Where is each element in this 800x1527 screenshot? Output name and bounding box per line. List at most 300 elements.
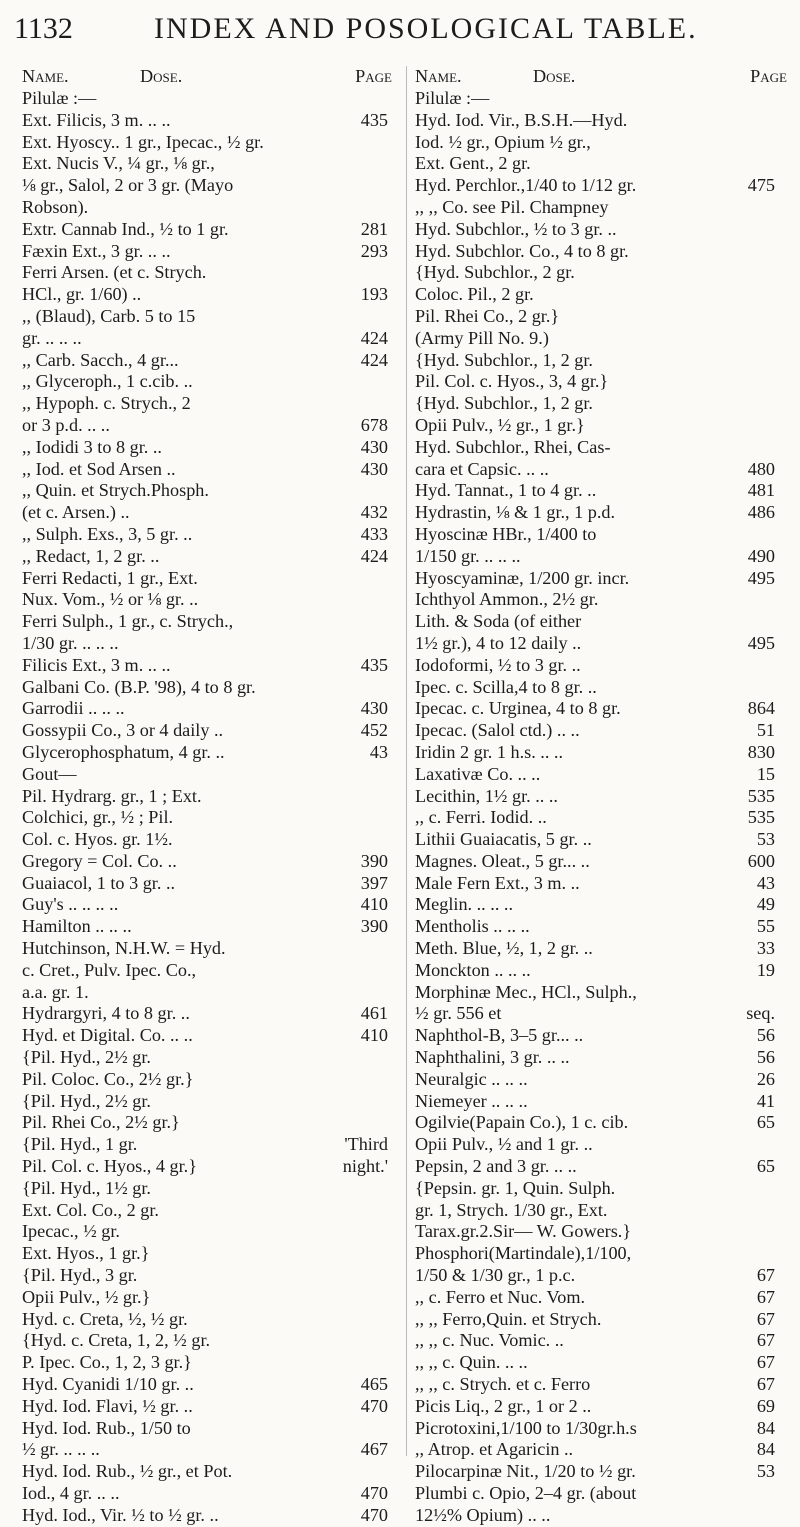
- entry-page: 293: [360, 240, 388, 261]
- index-entry: [22, 175, 400, 197]
- index-entry: [22, 524, 400, 546]
- index-entry: [22, 1200, 400, 1222]
- entry-text: Gregory = Col. Co. ..: [22, 850, 177, 871]
- entry-text: Hyoscinæ HBr., 1/400 to: [415, 523, 597, 544]
- entry-page: 19: [756, 959, 775, 980]
- entry-text: {Pepsin. gr. 1, Quin. Sulph.: [415, 1177, 616, 1198]
- index-entry: [22, 393, 400, 415]
- entry-text: Gout—: [22, 763, 77, 784]
- entry-text: Hamilton .. .. ..: [22, 916, 132, 937]
- entry-text: Mentholis .. .. ..: [415, 916, 530, 937]
- index-entry: [415, 437, 795, 459]
- entry-page: 430: [360, 698, 388, 719]
- entry-text: Meth. Blue, ½, 1, 2 gr. ..: [415, 938, 593, 959]
- entry-text: {Pil. Hyd., 2½ gr.: [22, 1047, 151, 1068]
- index-entry: [415, 851, 795, 873]
- entry-text: Ipecac. (Salol ctd.) .. ..: [415, 720, 580, 741]
- entry-text: Hyd. Perchlor.,1/40 to 1/12 gr.: [415, 175, 637, 196]
- index-entry: [22, 764, 400, 786]
- index-entry: [22, 1178, 400, 1200]
- entry-text: Ipecac., ½ gr.: [22, 1221, 120, 1242]
- entry-page: 435: [360, 654, 388, 675]
- index-entry: [415, 1287, 795, 1309]
- entry-page: 461: [360, 1003, 388, 1024]
- entry-text: Garrodii .. .. ..: [22, 698, 125, 719]
- entry-text: Hydrastin, ⅛ & 1 gr., 1 p.d.: [415, 502, 616, 523]
- entry-text: Meglin. .. .. ..: [415, 894, 514, 915]
- entry-text: Neuralgic .. .. ..: [415, 1068, 528, 1089]
- entry-page: 432: [360, 502, 388, 523]
- entry-text: Ext. Hyoscy.. 1 gr., Ipecac., ½ gr.: [22, 131, 264, 152]
- entry-text: ,, Quin. et Strych.Phosph.: [22, 480, 209, 501]
- index-entry: [415, 1003, 795, 1025]
- index-entry: [415, 153, 795, 175]
- entry-page: 56: [756, 1047, 775, 1068]
- index-entry: [22, 786, 400, 808]
- index-entry: [415, 415, 795, 437]
- index-entry: [415, 677, 795, 699]
- index-entry: [22, 371, 400, 393]
- entry-text: Ipec. c. Scilla,4 to 8 gr. ..: [415, 676, 597, 697]
- entry-text: {Pil. Hyd., 3 gr.: [22, 1265, 138, 1286]
- index-entry: [22, 982, 400, 1004]
- index-entry: [415, 546, 795, 568]
- entry-page: 490: [747, 545, 775, 566]
- entry-text: Pil. Col. c. Hyos., 4 gr.}: [22, 1156, 197, 1177]
- index-entry: [415, 1396, 795, 1418]
- entry-text: Picrotoxini,1/100 to 1/30gr.h.s: [415, 1417, 637, 1438]
- entry-text: Guaiacol, 1 to 3 gr. ..: [22, 872, 176, 893]
- index-entry: [22, 1352, 400, 1374]
- entry-text: Ferri Arsen. (et c. Strych.: [22, 262, 207, 283]
- index-entry: [415, 1091, 795, 1113]
- index-entry: [415, 1505, 795, 1527]
- entry-page: 390: [360, 916, 388, 937]
- index-entry: [22, 1047, 400, 1069]
- index-entry: [415, 1374, 795, 1396]
- entry-text: Hyd. c. Creta, ½, ½ gr.: [22, 1308, 188, 1329]
- index-entry: [415, 807, 795, 829]
- entry-page: 84: [756, 1417, 775, 1438]
- index-entry: [415, 1439, 795, 1461]
- index-entry: [22, 241, 400, 263]
- index-entry: [22, 938, 400, 960]
- entry-text: Hyoscyaminæ, 1/200 gr. incr.: [415, 567, 630, 588]
- index-entry: [415, 524, 795, 546]
- entry-text: Pepsin, 2 and 3 gr. .. ..: [415, 1156, 577, 1177]
- header-dose: Dose.: [140, 66, 183, 86]
- right-column: [415, 66, 795, 1527]
- entry-text: ,, ,, Ferro,Quin. et Strych.: [415, 1308, 602, 1329]
- entry-text: ,, ,, Co. see Pil. Champney: [415, 196, 609, 217]
- entry-page: night.': [342, 1156, 388, 1177]
- entry-text: cara et Capsic. .. ..: [415, 458, 549, 479]
- index-entry: [415, 1112, 795, 1134]
- index-entry: [415, 1461, 795, 1483]
- entry-text: ,, c. Ferri. Iodid. ..: [415, 807, 547, 828]
- index-entry: [22, 1156, 400, 1178]
- entry-page: seq.: [746, 1003, 775, 1024]
- index-entry: [415, 328, 795, 350]
- index-entry: [22, 1439, 400, 1461]
- entry-text: ,, Iodidi 3 to 8 gr. ..: [22, 436, 162, 457]
- entry-text: Hutchinson, N.H.W. = Hyd.: [22, 938, 226, 959]
- entry-page: 15: [756, 763, 775, 784]
- left-column: [22, 66, 400, 1527]
- index-entry: [22, 633, 400, 655]
- header-page: Page: [750, 66, 787, 86]
- index-entry: [415, 284, 795, 306]
- column-header: [22, 66, 400, 88]
- entry-text: Magnes. Oleat., 5 gr... ..: [415, 850, 590, 871]
- entry-text: Hyd. Iod. Flavi, ½ gr. ..: [22, 1395, 193, 1416]
- entry-page: 26: [756, 1068, 775, 1089]
- entry-text: Hyd. Subchlor., ½ to 3 gr. ..: [415, 218, 617, 239]
- entry-page: 67: [756, 1286, 775, 1307]
- entry-text: Niemeyer .. .. ..: [415, 1090, 528, 1111]
- entry-page: 67: [756, 1308, 775, 1329]
- index-entry: [22, 655, 400, 677]
- index-entry: [22, 459, 400, 481]
- entry-text: gr. 1, Strych. 1/30 gr., Ext.: [415, 1199, 608, 1220]
- index-entry: [415, 175, 795, 197]
- index-entry: [22, 284, 400, 306]
- left-entries: [22, 88, 400, 1527]
- entry-text: Ichthyol Ammon., 2½ gr.: [415, 589, 599, 610]
- index-entry: [415, 1134, 795, 1156]
- entry-text: Tarax.gr.2.Sir— W. Gowers.}: [415, 1221, 632, 1242]
- index-entry: [22, 480, 400, 502]
- entry-text: Monckton .. .. ..: [415, 959, 531, 980]
- entry-text: Hyd. Iod., Vir. ½ to ½ gr. ..: [22, 1504, 219, 1525]
- index-entry: [22, 502, 400, 524]
- index-entry: [415, 219, 795, 241]
- index-entry: [415, 982, 795, 1004]
- index-entry: [415, 197, 795, 219]
- entry-text: Pil. Rhei Co., 2½ gr.}: [22, 1112, 180, 1133]
- index-entry: [22, 677, 400, 699]
- entry-page: 53: [756, 1461, 775, 1482]
- entry-text: Ext. Col. Co., 2 gr.: [22, 1199, 159, 1220]
- entry-page: 481: [747, 480, 775, 501]
- entry-text: Naphthol-B, 3–5 gr... ..: [415, 1025, 584, 1046]
- index-entry: [22, 88, 400, 110]
- entry-text: Glycerophosphatum, 4 gr. ..: [22, 741, 225, 762]
- index-entry: [22, 720, 400, 742]
- entry-page: 830: [747, 741, 775, 762]
- entry-text: Ext. Gent., 2 gr.: [415, 153, 531, 174]
- index-entry: [22, 1483, 400, 1505]
- entry-page: 495: [747, 632, 775, 653]
- entry-text: Guy's .. .. .. ..: [22, 894, 119, 915]
- entry-page: 67: [756, 1330, 775, 1351]
- right-entries: [415, 88, 795, 1527]
- index-entry: [415, 1069, 795, 1091]
- index-entry: [415, 1156, 795, 1178]
- index-entry: [415, 350, 795, 372]
- entry-text: (Army Pill No. 9.): [415, 327, 549, 348]
- index-entry: [415, 611, 795, 633]
- entry-text: 1½ gr.), 4 to 12 daily ..: [415, 632, 582, 653]
- entry-text: Hyd. Iod. Vir., B.S.H.—Hyd.: [415, 109, 628, 130]
- index-entry: [415, 720, 795, 742]
- index-entry: [22, 1025, 400, 1047]
- entry-page: 470: [360, 1504, 388, 1525]
- index-entry: [22, 415, 400, 437]
- index-entry: [22, 611, 400, 633]
- index-entry: [22, 1461, 400, 1483]
- index-entry: [415, 393, 795, 415]
- index-entry: [415, 916, 795, 938]
- entry-text: ,, (Blaud), Carb. 5 to 15: [22, 305, 196, 326]
- index-entry: [22, 1221, 400, 1243]
- entry-text: Extr. Cannab Ind., ½ to 1 gr.: [22, 218, 229, 239]
- index-entry: [415, 132, 795, 154]
- index-entry: [22, 829, 400, 851]
- index-entry: [22, 1330, 400, 1352]
- entry-text: Lith. & Soda (of either: [415, 611, 582, 632]
- entry-page: 67: [756, 1352, 775, 1373]
- entry-text: Pilocarpinæ Nit., 1/20 to ½ gr.: [415, 1461, 636, 1482]
- entry-page: 430: [360, 436, 388, 457]
- index-entry: [415, 938, 795, 960]
- header-page: Page: [355, 66, 392, 86]
- entry-text: {Pil. Hyd., 1½ gr.: [22, 1177, 151, 1198]
- index-entry: [22, 807, 400, 829]
- index-entry: [22, 1091, 400, 1113]
- entry-text: Filicis Ext., 3 m. .. ..: [22, 654, 171, 675]
- entry-page: 397: [360, 872, 388, 893]
- entry-page: 193: [360, 284, 388, 305]
- index-entry: [415, 1025, 795, 1047]
- entry-page: 535: [747, 807, 775, 828]
- entry-page: 49: [756, 894, 775, 915]
- header-dose: Dose.: [533, 66, 576, 86]
- entry-text: Naphthalini, 3 gr. .. ..: [415, 1047, 570, 1068]
- entry-text: c. Cret., Pulv. Ipec. Co.,: [22, 959, 197, 980]
- page-title: INDEX AND POSOLOGICAL TABLE.: [154, 12, 698, 45]
- entry-text: ,, c. Ferro et Nuc. Vom.: [415, 1286, 586, 1307]
- index-entry: [22, 960, 400, 982]
- entry-text: Pil. Col. c. Hyos., 3, 4 gr.}: [415, 371, 609, 392]
- entry-text: Pil. Rhei Co., 2 gr.}: [415, 305, 560, 326]
- index-entry: [415, 241, 795, 263]
- entry-page: 678: [360, 414, 388, 435]
- index-entry: [22, 546, 400, 568]
- entry-text: {Hyd. c. Creta, 1, 2, ½ gr.: [22, 1330, 211, 1351]
- index-entry: [415, 502, 795, 524]
- entry-page: 600: [747, 850, 775, 871]
- entry-page: 56: [756, 1025, 775, 1046]
- entry-text: Robson).: [22, 196, 89, 217]
- entry-text: Hyd. Cyanidi 1/10 gr. ..: [22, 1374, 194, 1395]
- entry-text: ½ gr. .. .. ..: [22, 1439, 100, 1460]
- entry-text: Galbani Co. (B.P. '98), 4 to 8 gr.: [22, 676, 256, 697]
- index-entry: [415, 110, 795, 132]
- page-header: [14, 12, 784, 56]
- index-entry: [22, 568, 400, 590]
- entry-page: 41: [756, 1090, 775, 1111]
- index-entry: [415, 742, 795, 764]
- entry-text: Iodoformi, ½ to 3 gr. ..: [415, 654, 581, 675]
- index-entry: [22, 873, 400, 895]
- entry-text: Pilulæ :—: [415, 88, 490, 108]
- entry-text: Ext. Hyos., 1 gr.}: [22, 1243, 150, 1264]
- entry-text: ,, Iod. et Sod Arsen ..: [22, 458, 176, 479]
- entry-text: {Hyd. Subchlor., 1, 2 gr.: [415, 393, 593, 414]
- entry-text: Hyd. Tannat., 1 to 4 gr. ..: [415, 480, 597, 501]
- entry-page: 467: [360, 1439, 388, 1460]
- entry-text: Ext. Nucis V., ¼ gr., ⅛ gr.,: [22, 153, 215, 174]
- entry-page: 430: [360, 458, 388, 479]
- entry-text: ,, ,, c. Nuc. Vomic. ..: [415, 1330, 564, 1351]
- index-entry: [22, 1243, 400, 1265]
- entry-text: HCl., gr. 1/60) ..: [22, 284, 142, 305]
- index-entry: [415, 480, 795, 502]
- entry-text: Pil. Coloc. Co., 2½ gr.}: [22, 1068, 194, 1089]
- index-entry: [22, 589, 400, 611]
- index-entry: [415, 894, 795, 916]
- index-entry: [415, 633, 795, 655]
- entry-text: Ogilvie(Papain Co.), 1 c. cib.: [415, 1112, 629, 1133]
- index-entry: [22, 1287, 400, 1309]
- entry-text: Fæxin Ext., 3 gr. .. ..: [22, 240, 171, 261]
- entry-page: 65: [756, 1156, 775, 1177]
- entry-text: Opii Pulv., ½ gr., 1 gr.}: [415, 414, 585, 435]
- entry-page: 281: [360, 218, 388, 239]
- entry-text: Male Fern Ext., 3 m. ..: [415, 872, 580, 893]
- entry-page: 67: [756, 1374, 775, 1395]
- entry-text: Hyd. Subchlor. Co., 4 to 8 gr.: [415, 240, 629, 261]
- index-entry: [415, 698, 795, 720]
- entry-text: (et c. Arsen.) ..: [22, 502, 130, 523]
- index-entry: [415, 568, 795, 590]
- index-entry: [415, 1483, 795, 1505]
- index-entry: [415, 1352, 795, 1374]
- entry-page: 435: [360, 109, 388, 130]
- entry-page: 433: [360, 523, 388, 544]
- entry-text: {Hyd. Subchlor., 1, 2 gr.: [415, 349, 593, 370]
- entry-text: a.a. gr. 1.: [22, 981, 89, 1002]
- entry-page: 65: [756, 1112, 775, 1133]
- entry-page: 69: [756, 1395, 775, 1416]
- entry-text: Laxativæ Co. .. ..: [415, 763, 541, 784]
- index-entry: [415, 1047, 795, 1069]
- entry-page: 486: [747, 502, 775, 523]
- index-entry: [415, 1418, 795, 1440]
- header-name: Name.: [22, 66, 69, 86]
- index-entry: [415, 655, 795, 677]
- index-entry: [22, 1112, 400, 1134]
- entry-text: Morphinæ Mec., HCl., Sulph.,: [415, 981, 637, 1002]
- entry-text: Opii Pulv., ½ gr.}: [22, 1286, 151, 1307]
- index-entry: [22, 1134, 400, 1156]
- entry-text: Hydrargyri, 4 to 8 gr. ..: [22, 1003, 190, 1024]
- entry-text: Ferri Sulph., 1 gr., c. Strych.,: [22, 611, 234, 632]
- index-entry: [22, 153, 400, 175]
- entry-page: 53: [756, 829, 775, 850]
- index-entry: [22, 1505, 400, 1527]
- entry-text: Iridin 2 gr. 1 h.s. .. ..: [415, 741, 564, 762]
- entry-text: ½ gr. 556 et: [415, 1003, 502, 1024]
- entry-page: 864: [747, 698, 775, 719]
- entry-text: Gossypii Co., 3 or 4 daily ..: [22, 720, 224, 741]
- index-entry: [22, 1396, 400, 1418]
- entry-page: 424: [360, 327, 388, 348]
- entry-text: Coloc. Pil., 2 gr.: [415, 284, 534, 305]
- entry-page: 51: [756, 720, 775, 741]
- entry-text: Lecithin, 1½ gr. .. ..: [415, 785, 558, 806]
- entry-page: 470: [360, 1483, 388, 1503]
- entry-text: Iod. ½ gr., Opium ½ gr.,: [415, 131, 591, 152]
- entry-page: 480: [747, 458, 775, 479]
- entry-page: 84: [756, 1439, 775, 1460]
- entry-page: 'Third: [344, 1134, 388, 1155]
- index-entry: [22, 1418, 400, 1440]
- index-entry: [22, 197, 400, 219]
- index-entry: [415, 589, 795, 611]
- entry-page: 410: [360, 1025, 388, 1046]
- entry-text: Ferri Redacti, 1 gr., Ext.: [22, 567, 198, 588]
- index-entry: [415, 829, 795, 851]
- entry-text: ,, Carb. Sacch., 4 gr...: [22, 349, 179, 370]
- entry-text: {Pil. Hyd., 2½ gr.: [22, 1090, 151, 1111]
- entry-text: Nux. Vom., ½ or ⅛ gr. ..: [22, 589, 199, 610]
- entry-text: ,, Redact, 1, 2 gr. ..: [22, 545, 160, 566]
- entry-page: 475: [747, 175, 775, 196]
- entry-page: 390: [360, 850, 388, 871]
- entry-text: ,, Sulph. Exs., 3, 5 gr. ..: [22, 523, 193, 544]
- index-entry: [415, 873, 795, 895]
- index-entry: [415, 1243, 795, 1265]
- entry-text: Opii Pulv., ½ and 1 gr. ..: [415, 1134, 593, 1155]
- entry-page: 424: [360, 349, 388, 370]
- index-entry: [22, 262, 400, 284]
- index-entry: [415, 1178, 795, 1200]
- entry-page: 465: [360, 1374, 388, 1395]
- entry-text: Phosphori(Martindale),1/100,: [415, 1243, 632, 1264]
- entry-text: 12½% Opium) .. ..: [415, 1504, 551, 1525]
- index-entry: [415, 1200, 795, 1222]
- entry-text: 1/30 gr. .. .. ..: [22, 632, 119, 653]
- index-entry: [22, 437, 400, 459]
- entry-text: ,, Glyceroph., 1 c.cib. ..: [22, 371, 193, 392]
- entry-text: Plumbi c. Opio, 2–4 gr. (about: [415, 1483, 637, 1503]
- index-entry: [22, 1374, 400, 1396]
- index-entry: [22, 1309, 400, 1331]
- index-entry: [22, 306, 400, 328]
- entry-text: ,, Atrop. et Agaricin ..: [415, 1439, 574, 1460]
- header-name: Name.: [415, 66, 462, 86]
- entry-text: Hyd. et Digital. Co. .. ..: [22, 1025, 193, 1046]
- entry-text: {Pil. Hyd., 1 gr.: [22, 1134, 138, 1155]
- entry-text: P. Ipec. Co., 1, 2, 3 gr.}: [22, 1352, 192, 1373]
- index-entry: [415, 1221, 795, 1243]
- index-entry: [22, 1069, 400, 1091]
- index-entry: [415, 764, 795, 786]
- index-entry: [415, 262, 795, 284]
- entry-page: 33: [756, 938, 775, 959]
- entry-text: 1/50 & 1/30 gr., 1 p.c.: [415, 1265, 576, 1286]
- column-divider: [406, 66, 407, 1456]
- index-entry: [22, 742, 400, 764]
- entry-page: 67: [756, 1265, 775, 1286]
- index-entry: [22, 916, 400, 938]
- index-entry: [415, 1309, 795, 1331]
- entry-page: 495: [747, 567, 775, 588]
- entry-text: Ipecac. c. Urginea, 4 to 8 gr.: [415, 698, 621, 719]
- entry-page: 470: [360, 1395, 388, 1416]
